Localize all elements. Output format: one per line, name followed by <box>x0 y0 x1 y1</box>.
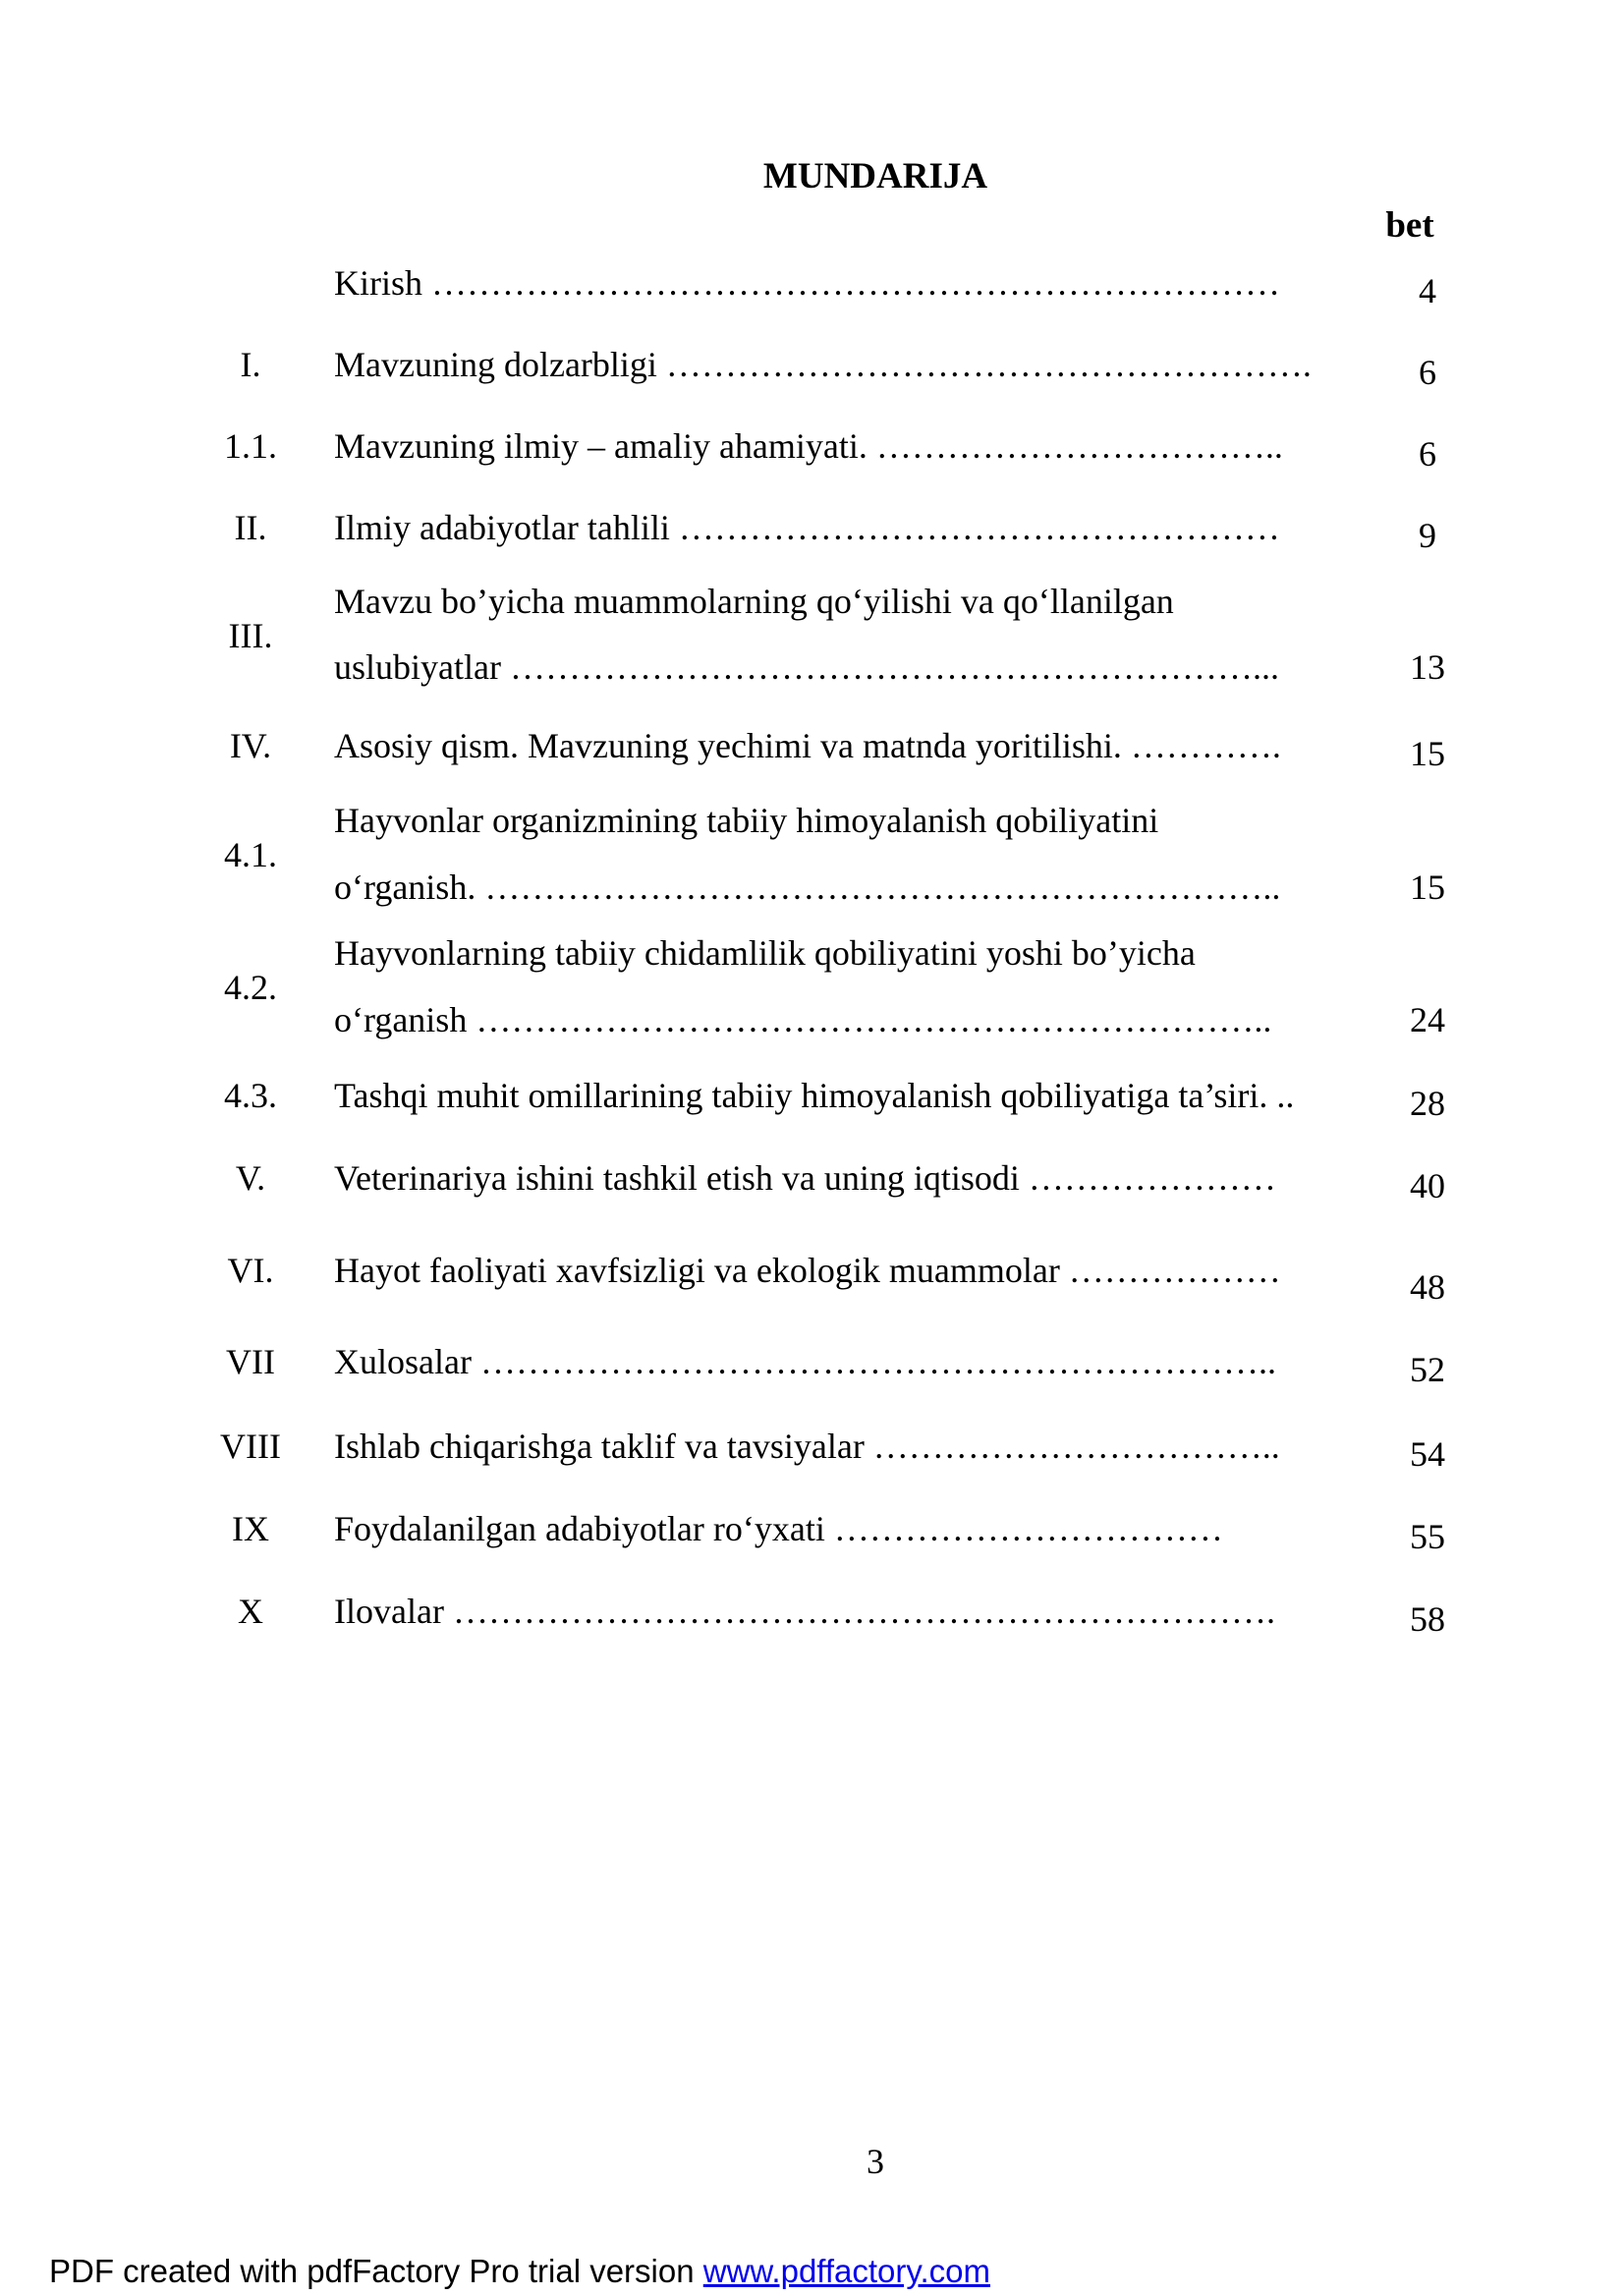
toc-entry-title-line-1: Hayvonlar organizmining tabiiy himoyalanish qobiliyatini <box>334 801 1159 840</box>
toc-entry-title: Xulosalar ………………………………………………………….. <box>334 1342 1276 1381</box>
toc-entry-number: VI. <box>227 1251 274 1290</box>
toc-entry-number: 1.1. <box>224 426 277 466</box>
footer-text: PDF created with pdfFactory Pro trial version <box>49 2253 703 2289</box>
toc-entry-number: VII <box>226 1342 275 1381</box>
toc-entry-title-line-2: uslubiyatlar ………………………………………………………... <box>334 647 1279 687</box>
toc-entry-title-line-1: Hayvonlarning tabiiy chidamlilik qobiliyatini yoshi bo’yicha <box>334 933 1196 973</box>
page-title: MUNDARIJA <box>762 156 988 196</box>
toc-entry-page: 40 <box>1410 1166 1445 1205</box>
toc-entry-number: X <box>238 1592 263 1631</box>
toc-entry-title: Ishlab chiqarishga taklif va tavsiyalar …………………………….. <box>334 1427 1280 1466</box>
toc-entry-page: 55 <box>1410 1517 1445 1556</box>
toc-entry-page: 9 <box>1419 516 1436 555</box>
toc-entry-page: 15 <box>1410 734 1445 773</box>
toc-entry-page: 15 <box>1410 868 1445 907</box>
toc-entry-title: Foydalanilgan adabiyotlar ro‘yxati …………………………… <box>334 1509 1223 1548</box>
toc-entry-page: 52 <box>1410 1350 1445 1389</box>
toc-entry-title: Tashqi muhit omillarining tabiiy himoyalanish qobiliyatiga ta’siri. .. <box>334 1076 1295 1115</box>
toc-entry-number: 4.1. <box>224 835 277 874</box>
toc-entry-title: Mavzuning ilmiy – amaliy ahamiyati. …………………………….. <box>334 426 1283 466</box>
toc-entry-page: 28 <box>1410 1084 1445 1123</box>
page-column-label: bet <box>1385 205 1434 246</box>
toc-entry-page: 6 <box>1419 353 1436 392</box>
pdf-watermark-footer <box>49 2252 990 2291</box>
toc-entry-title: Ilovalar ……………………………………………………………. <box>334 1592 1275 1631</box>
footer-link[interactable]: www.pdffactory.com <box>702 2253 990 2289</box>
toc-entry-title-line-2: o‘rganish ………………………………………………………….. <box>334 1000 1272 1039</box>
toc-entry-page: 13 <box>1410 647 1445 687</box>
toc-entry-title: Veterinariya ishini tashkil etish va uning iqtisodi ………………… <box>334 1158 1276 1198</box>
toc-entry-title-line-1: Mavzu bo’yicha muammolarning qo‘yilishi va qo‘llanilgan <box>334 582 1174 621</box>
toc-entry-number: I. <box>240 345 261 384</box>
toc-entry-number: IX <box>232 1509 269 1548</box>
toc-entry-number: III. <box>228 616 273 655</box>
toc-entry-page: 24 <box>1410 1000 1445 1039</box>
toc-entry-title-line-2: o‘rganish. ………………………………………………………….. <box>334 868 1281 907</box>
toc-entry-title: Asosiy qism. Mavzuning yechimi va matnda yoritilishi. …………. <box>334 726 1281 765</box>
toc-entry-page: 6 <box>1419 434 1436 474</box>
toc-entry-number: IV. <box>229 726 272 765</box>
toc-entry-title: Hayot faoliyati xavfsizligi va ekologik muammolar ……………… <box>334 1251 1281 1290</box>
toc-entry-title: Mavzuning dolzarbligi ………………………………………………. <box>334 345 1312 384</box>
toc-entry-page: 4 <box>1419 271 1436 310</box>
toc-entry-number: 4.2. <box>224 968 277 1007</box>
toc-entry-number: V. <box>235 1158 266 1198</box>
toc-entry-number: II. <box>234 508 267 547</box>
toc-entry-number: 4.3. <box>224 1076 277 1115</box>
toc-entry-page: 58 <box>1410 1599 1445 1639</box>
toc-entry-page: 54 <box>1410 1434 1445 1474</box>
toc-entry-title: Kirish ……………………………………………………………… <box>334 263 1280 303</box>
page-number: 3 <box>867 2142 884 2181</box>
toc-entry-page: 48 <box>1410 1267 1445 1307</box>
toc-entry-title: Ilmiy adabiyotlar tahlili …………………………………………… <box>334 508 1280 547</box>
toc-entry-number: VIII <box>220 1427 281 1466</box>
